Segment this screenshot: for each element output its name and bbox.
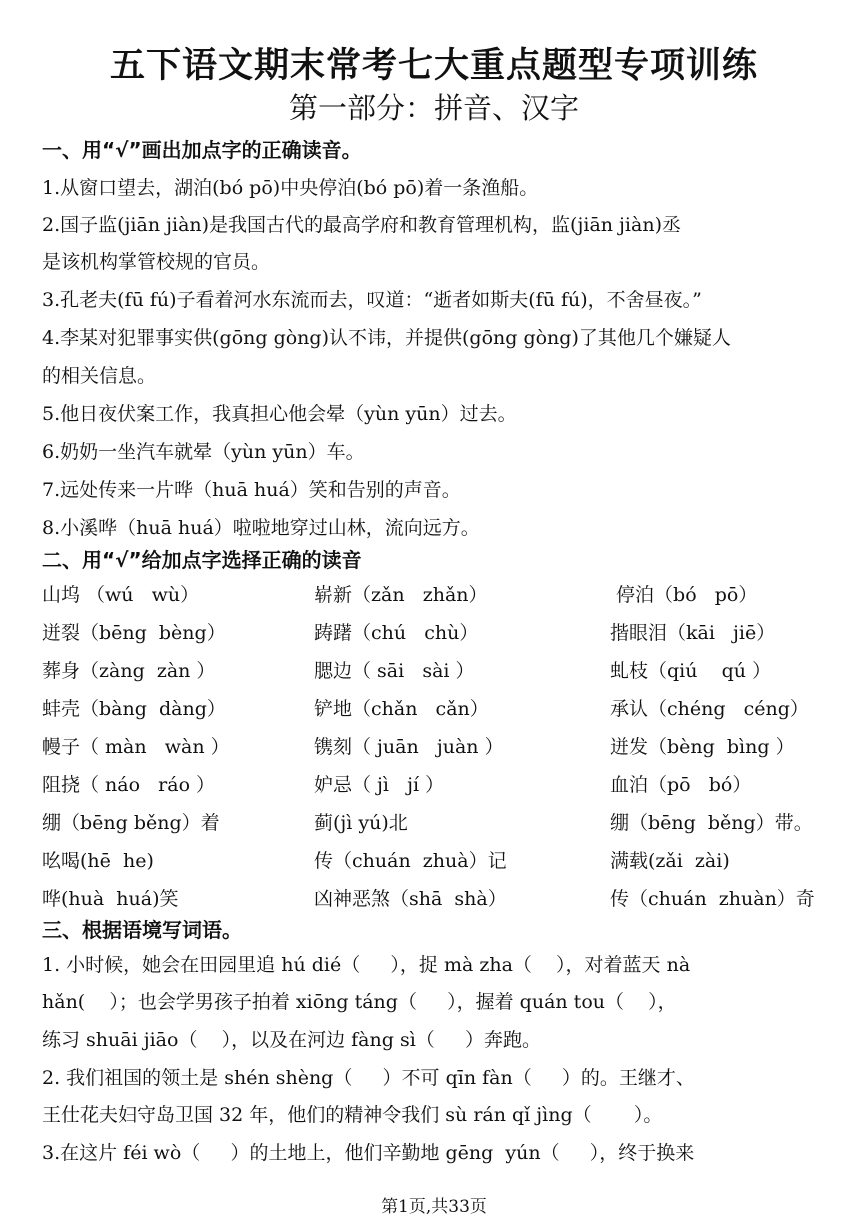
section-3-line: 1. 小时候，她会在田园里追 hú dié（ ），捉 mà zha（ ），对着蓝天 nà <box>42 954 691 976</box>
pinyin-choice-item: 镌刻（ juān juàn ） <box>314 736 504 758</box>
pinyin-choice-item: 传（chuán zhuàn）奇 <box>610 888 815 910</box>
pinyin-choice-item: 传（chuán zhuà）记 <box>314 850 507 872</box>
pinyin-choice-item: 蓟(jì yú)北 <box>314 812 408 834</box>
section-1-line: 8.小溪哗（huā huá）啦啦地穿过山林，流向远方。 <box>42 517 480 539</box>
pinyin-choice-item: 腮边（ sāi sài ） <box>314 660 475 682</box>
section-1-line: 4.李某对犯罪事实供(gōng gòng)认不讳，并提供(gōng gòng)了其他几个嫌疑人 <box>42 327 731 349</box>
pinyin-choice-item: 迸发（bèng bìng ） <box>610 736 795 758</box>
pinyin-choice-item: 承认（chéng céng） <box>610 698 809 720</box>
pinyin-choice-item: 山坞 （wú wù） <box>42 584 200 606</box>
pinyin-choice-item: 绷（bēng běng）带。 <box>610 812 813 834</box>
section-3-line: 3.在这片 féi wò（ ）的土地上，他们辛勤地 gēng yún（ ），终于换来 <box>42 1142 695 1164</box>
section-1-line: 2.国子监(jiān jiàn)是我国古代的最高学府和教育管理机构，监(jiān jiàn)丞 <box>42 214 681 236</box>
section-3-line: 练习 shuāi jiāo（ ），以及在河边 fàng sì（ ）奔跑。 <box>42 1029 541 1051</box>
section-1-line: 1.从窗口望去，湖泊(bó pō)中央停泊(bó pō)着一条渔船。 <box>42 177 539 199</box>
pinyin-choice-item: 满载(zǎi zài) <box>610 850 730 872</box>
pinyin-choice-item: 铲地（chǎn cǎn） <box>314 698 489 720</box>
section-1-line: 6.奶奶一坐汽车就晕（yùn yūn）车。 <box>42 441 365 463</box>
pinyin-choice-item: 葬身（zàng zàn ） <box>42 660 216 682</box>
pinyin-choice-item: 血泊（pō bó） <box>610 774 752 796</box>
pinyin-choice-item: 妒忌（ jì jí ） <box>314 774 445 796</box>
page-number: 第1页,共33页 <box>381 1197 487 1217</box>
section-1-line: 的相关信息。 <box>42 365 157 387</box>
pinyin-choice-item: 幔子（ màn wàn ） <box>42 736 230 758</box>
page-title: 五下语文期末常考七大重点题型专项训练 <box>109 46 758 86</box>
section-2-heading: 二、用“√”给加点字选择正确的读音 <box>42 548 362 572</box>
page-subtitle: 第一部分：拼音、汉字 <box>288 91 579 125</box>
section-1-line: 3.孔老夫(fū fú)子看着河水东流而去，叹道：“逝者如斯夫(fū fú)，不舍昼夜。” <box>42 289 702 311</box>
pinyin-choice-item: 崭新（zǎn zhǎn） <box>314 584 488 606</box>
section-3-line: 王仕花夫妇守岛卫国 32 年，他们的精神令我们 sù rán qǐ jìng（ ）。 <box>42 1104 663 1126</box>
pinyin-choice-item: 吆喝(hē he) <box>42 850 154 872</box>
pinyin-choice-item: 揩眼泪（kāi jiē） <box>610 622 776 644</box>
section-1-line: 5.他日夜伏案工作，我真担心他会晕（yùn yūn）过去。 <box>42 403 517 425</box>
pinyin-choice-item: 停泊（bó pō） <box>610 584 758 606</box>
section-1-heading: 一、用“√”画出加点字的正确读音。 <box>42 138 362 162</box>
section-3-line: hǎn( ）；也会学男孩子拍着 xiōng táng（ ），握着 quán tou（ ）， <box>42 991 677 1013</box>
pinyin-choice-item: 阻挠（ náo ráo ） <box>42 774 216 796</box>
section-1-line: 是该机构掌管校规的官员。 <box>42 251 271 273</box>
pinyin-choice-item: 迸裂（bēng bèng） <box>42 622 226 644</box>
pinyin-choice-item: 踌躇（chú chù） <box>314 622 479 644</box>
pinyin-choice-item: 哗(huà huá)笑 <box>42 888 179 910</box>
section-1-line: 7.远处传来一片哗（huā huá）笑和告别的声音。 <box>42 479 461 501</box>
pinyin-choice-item: 绷（bēng běng）着 <box>42 812 220 834</box>
section-3-heading: 三、根据语境写词语。 <box>42 918 242 942</box>
section-3-line: 2. 我们祖国的领土是 shén shèng（ ）不可 qīn fàn（ ）的。王继才、 <box>42 1067 695 1089</box>
pinyin-choice-item: 虬枝（qiú qú ） <box>610 660 772 682</box>
pinyin-choice-item: 蚌壳（bàng dàng） <box>42 698 226 720</box>
pinyin-choice-item: 凶神恶煞（shā shà） <box>314 888 507 910</box>
